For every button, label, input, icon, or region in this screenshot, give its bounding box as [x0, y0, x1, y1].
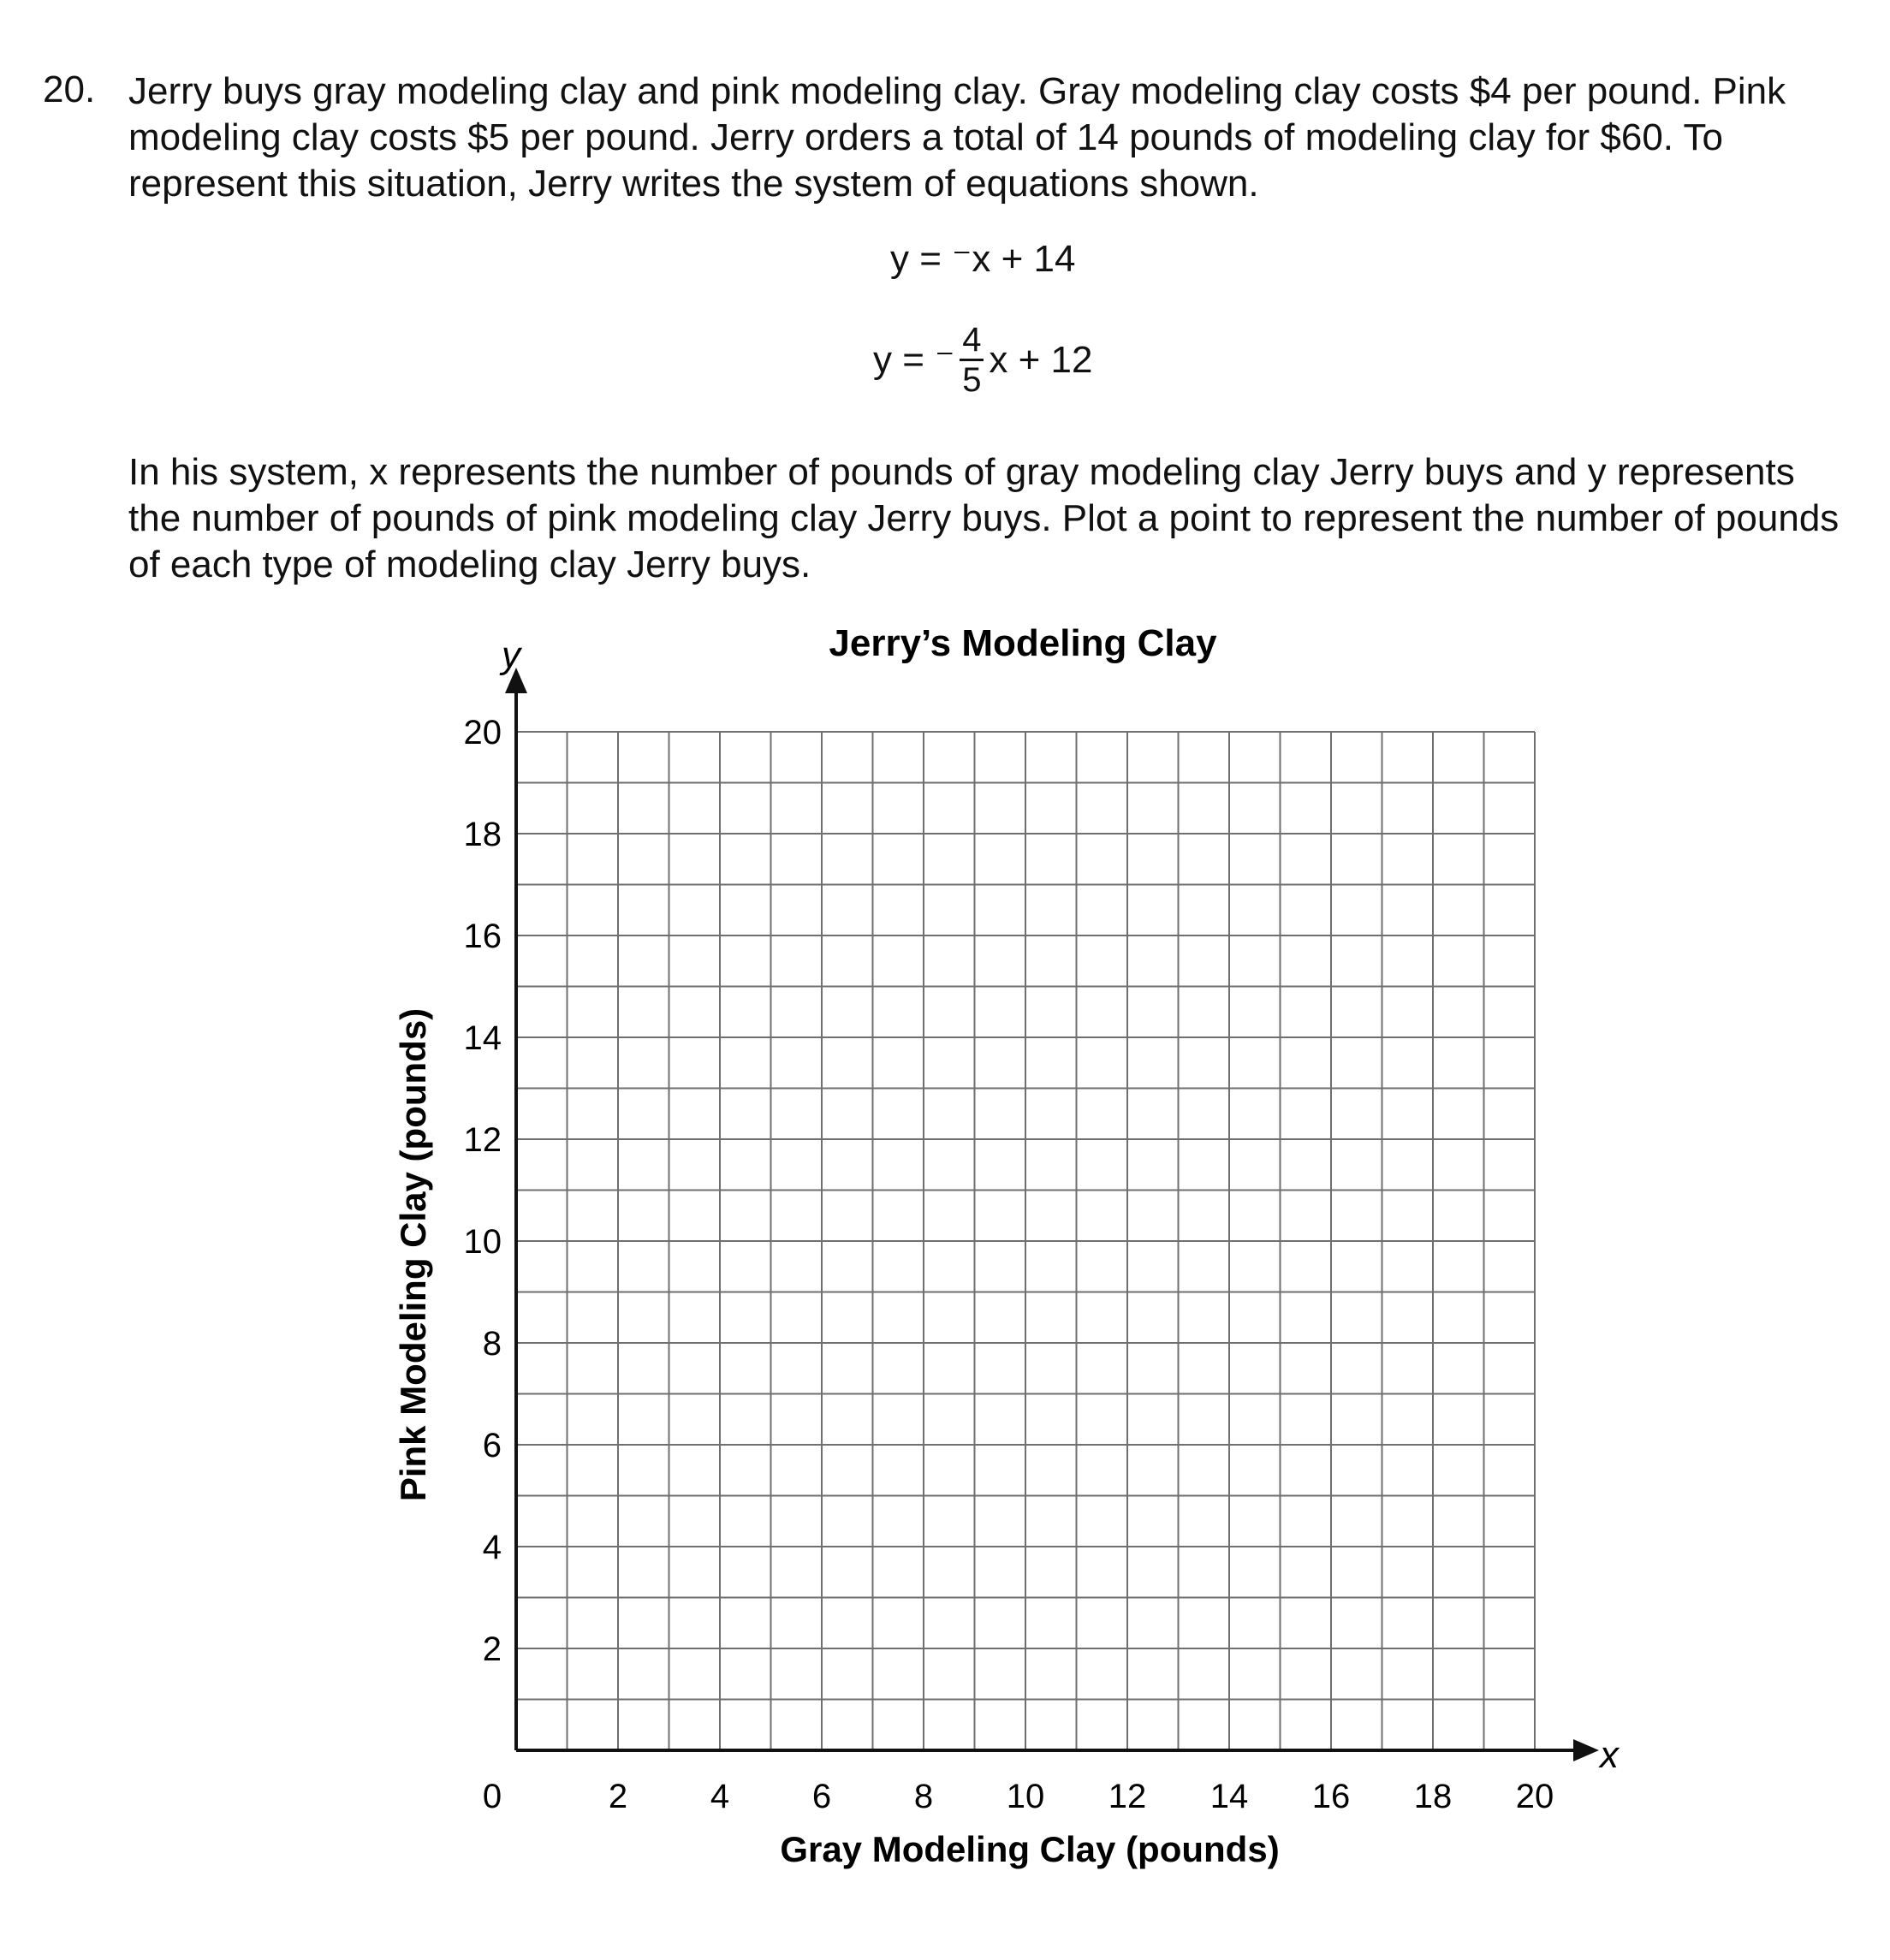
y-tick-label: 18 — [463, 816, 502, 853]
x-tick-label: 2 — [608, 1778, 628, 1815]
y-tick-label: 4 — [482, 1529, 502, 1566]
fraction-denominator: 5 — [962, 361, 982, 399]
x-tick-label: 18 — [1413, 1778, 1453, 1815]
x-axis-letter: x — [1600, 1734, 1619, 1776]
x-tick-label: 8 — [913, 1778, 934, 1815]
question-number: 20. — [43, 68, 96, 110]
x-tick-label: 6 — [811, 1778, 832, 1815]
fraction-numerator: 4 — [962, 321, 982, 359]
equation-2-rhs: x + 12 — [989, 338, 1093, 381]
y-tick-label: 8 — [482, 1325, 502, 1363]
y-axis-label: Pink Modeling Clay (pounds) — [393, 1007, 433, 1502]
x-axis-arrow-icon — [1573, 1739, 1599, 1761]
x-tick-label: 12 — [1108, 1778, 1147, 1815]
question-intro: Jerry buys gray modeling clay and pink modeling clay. Gray modeling clay costs $4 per pound. Pink modeling clay costs $5 per pound. Jerry orders a total of 14 pounds of modeling clay for $60. To represent this situation, Jerry writes the system of equations shown. — [128, 70, 1786, 205]
y-tick-label: 10 — [463, 1223, 502, 1261]
y-axis-letter: y — [502, 634, 520, 676]
y-tick-label: 6 — [482, 1427, 502, 1464]
x-tick-label: 16 — [1311, 1778, 1351, 1815]
equation-2-lhs: y = ⁻ — [873, 339, 955, 381]
y-tick-label: 20 — [463, 714, 502, 751]
x-tick-label: 10 — [1006, 1778, 1045, 1815]
equation-1: y = ⁻x + 14 — [890, 238, 1076, 280]
origin-label: 0 — [482, 1778, 502, 1815]
y-tick-label: 16 — [463, 918, 502, 955]
grid-lines — [516, 732, 1535, 1750]
x-tick-label: 4 — [710, 1778, 730, 1815]
chart-title: Jerry’s Modeling Clay — [829, 622, 1217, 664]
question-instructions: In his system, x represents the number of pounds of gray modeling clay Jerry buys and y represents the number of pounds of pink modeling clay Jerry buys. Plot a point to represent the number of pounds of each type of modeling clay Jerry buys. — [128, 451, 1839, 585]
x-axis-label: Gray Modeling Clay (pounds) — [780, 1829, 1280, 1869]
tick-labels — [464, 714, 1554, 1815]
y-tick-label: 14 — [463, 1019, 502, 1057]
y-tick-label: 2 — [482, 1630, 502, 1668]
y-tick-label: 12 — [463, 1121, 502, 1159]
x-tick-label: 20 — [1515, 1778, 1554, 1815]
x-tick-label: 14 — [1209, 1778, 1249, 1815]
